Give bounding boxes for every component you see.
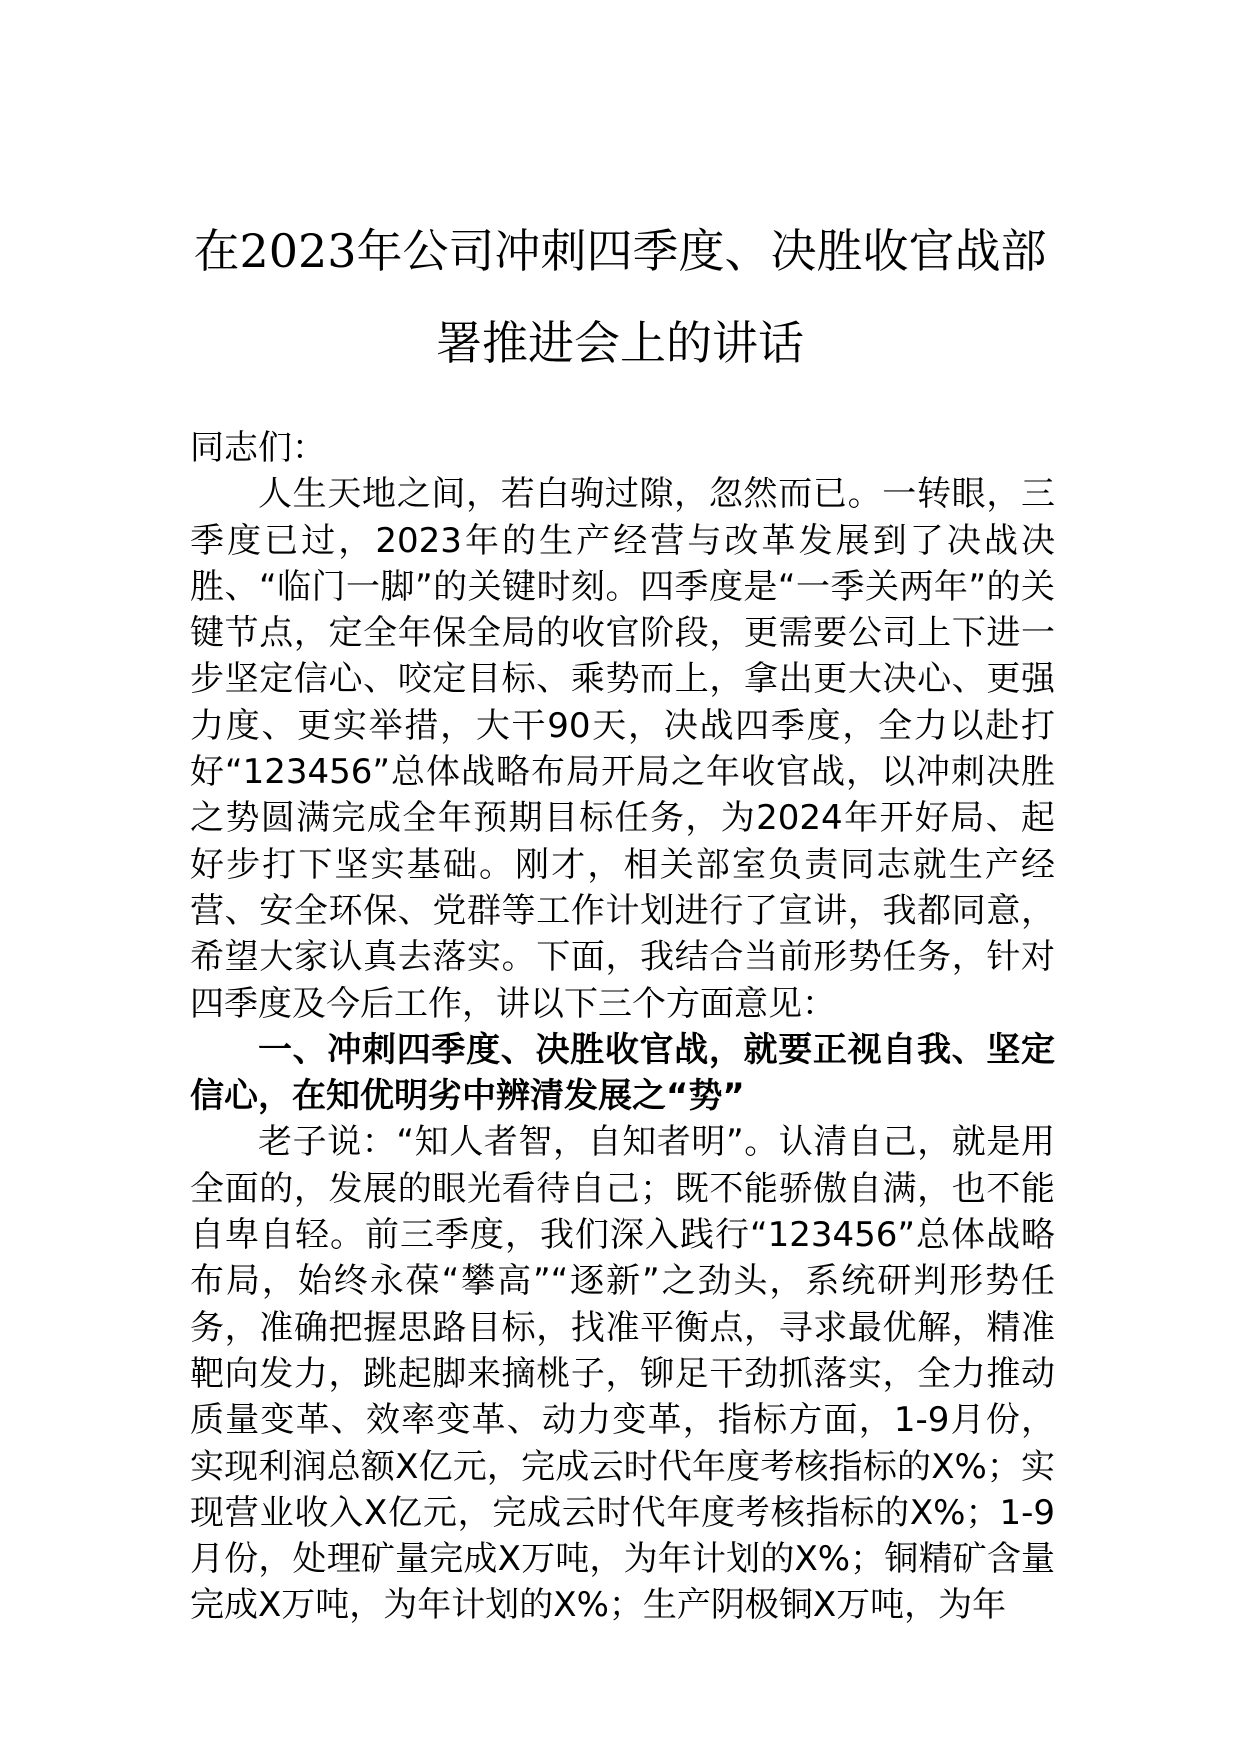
- title-line-1: 在2023年公司冲刺四季度、决胜收官战部: [193, 224, 1047, 278]
- salutation: 同志们：: [190, 428, 326, 468]
- document-title: [160, 205, 1080, 389]
- section-heading-1: 一、冲刺四季度、决胜收官战，就要正视自我、坚定信心，在知优明劣中辨清发展之“势”: [190, 1029, 1055, 1117]
- paragraph-section-1: 老子说：“知人者智，自知者明”。认清自己，就是用全面的，发展的眼光看待自己；既不能骄傲自满，也不能自卑自轻。前三季度，我们深入践行“123456”总体战略布局，始终永葆“攀高”“逐新”之劲头，系统研判形势任务，准确把握思路目标，找准平衡点，寻求最优解，精准靶向发力，跳起脚来摘桃子，铆足干劲抓落实，全力推动质量变革、效率变革、动力变革，指标方面，1-9月份，实现利润总额X亿元，完成云时代年度考核指标的X%；实现营业收入X亿元，完成云时代年度考核指标的X%；1-9月份，处理矿量完成X万吨，为年计划的X%；铜精矿含量完成X万吨，为年计划的X%；生产阴极铜X万吨，为年: [190, 1122, 1055, 1626]
- document-body: [190, 425, 1055, 1629]
- title-line-2: 署推进会上的讲话: [436, 316, 804, 370]
- paragraph-intro: 人生天地之间，若白驹过隙，忽然而已。一转眼，三季度已过，2023年的生产经营与改革发展到了决战决胜、“临门一脚”的关键时刻。四季度是“一季关两年”的关键节点，定全年保全局的收官阶段，更需要公司上下进一步坚定信心、咬定目标、乘势而上，拿出更大决心、更强力度、更实举措，大干90天，决战四季度，全力以赴打好“123456”总体战略布局开局之年收官战，以冲刺决胜之势圆满完成全年预期目标任务，为2024年开好局、起好步打下坚实基础。刚才，相关部室负责同志就生产经营、安全环保、党群等工作计划进行了宣讲，我都同意，希望大家认真去落实。下面，我结合当前形势任务，针对四季度及今后工作，讲以下三个方面意见：: [190, 474, 1055, 1024]
